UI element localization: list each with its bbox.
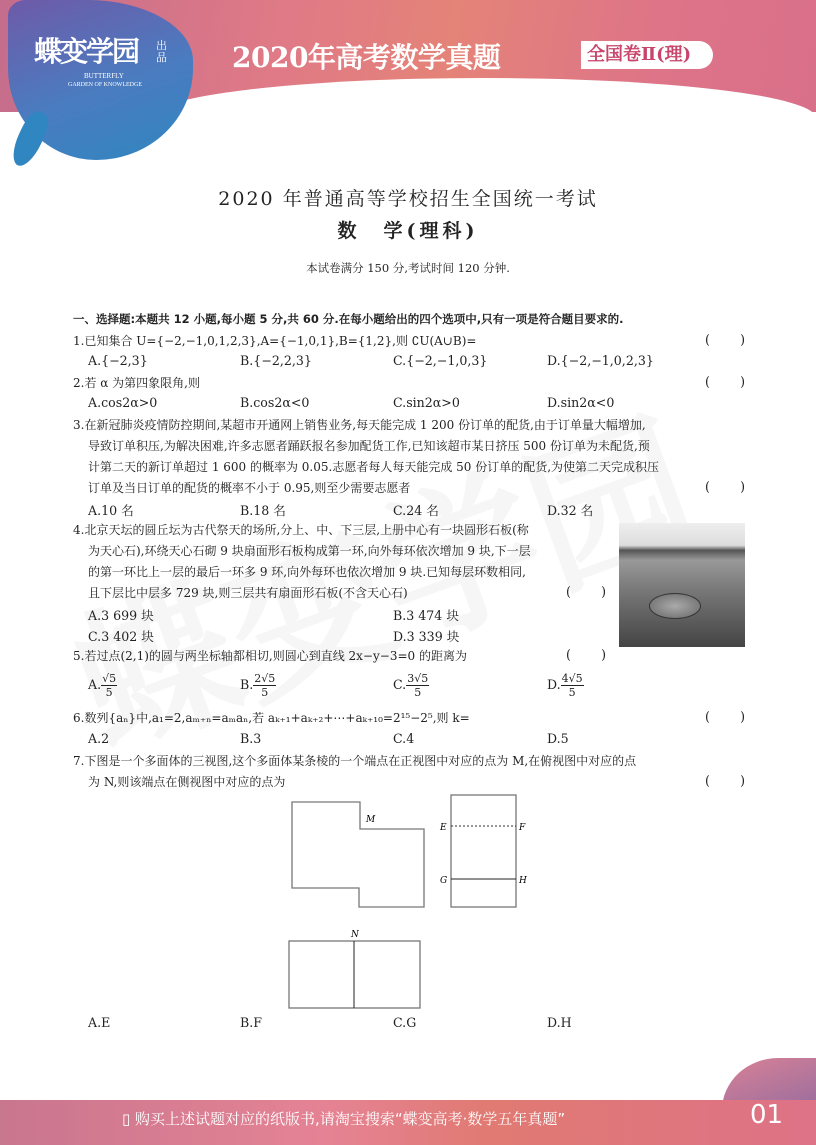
option: A.3 699 块 [88, 608, 154, 623]
label-e: E [440, 823, 447, 833]
option: A. $\frac{√5}{5}$ [88, 672, 117, 699]
section-heading: 一、选择题:本题共 12 小题,每小题 5 分,共 60 分.在每小题给出的四个选项中,只有一项是符合题目要求的. [73, 312, 624, 326]
question-3-line: 计第二天的新订单超过 1 600 的概率为 0.05.志愿者每人每天能完成 50 份订单的配货,为使第二天完成积压 [88, 460, 660, 474]
exam-subject: 数 学(理科) [337, 220, 479, 242]
option: B.cos2α<0 [240, 395, 310, 410]
question-4: 4.北京天坛的圆丘坛为古代祭天的场所,分上、中、下三层,上册中心有一块圆形石板(称 [73, 523, 529, 537]
label-h: H [519, 876, 527, 886]
option: A.2 [88, 731, 110, 746]
logo: 蝶变学园 [34, 35, 139, 68]
logo-sub: 出品 [156, 39, 167, 64]
option: C.sin2α>0 [393, 395, 460, 410]
label-f: F [519, 823, 526, 833]
question-4-line: 的第一环比上一层的最后一环多 9 环,向外每环也依次增加 9 块.已知每层环数相同, [88, 565, 526, 579]
question-3-line: 订单及当日订单的配货的概率不小于 0.95,则至少需要志愿者 [88, 481, 411, 495]
option: C.24 名 [393, 503, 439, 518]
question-4-line: 且下层比中层多 729 块,则三层共有扇面形石板(不含天心石) [88, 586, 408, 600]
option: B.18 名 [240, 503, 286, 518]
option: D.sin2α<0 [547, 395, 615, 410]
answer-paren: ( ) [705, 374, 745, 389]
option: C.4 [393, 731, 415, 746]
question-1: 1.已知集合 U={−2,−1,0,1,2,3},A={−1,0,1},B={1,2},则 ∁U(A∪B)= [73, 334, 477, 348]
option: B.3 [240, 731, 262, 746]
option: D. $\frac{4√5}{5}$ [547, 672, 583, 699]
exam-title: 2020 年普通高等学校招生全国统一考试 [218, 188, 598, 210]
option: D.32 名 [547, 503, 594, 518]
header-badge: 全国卷Ⅱ(理) [581, 41, 713, 69]
question-4-line: 为天心石),环绕天心石砌 9 块扇面形石板构成第一环,向外每环依次增加 9 块,下一层 [88, 544, 531, 558]
option: A.cos2α>0 [88, 395, 158, 410]
logo-english-2: GARDEN OF KNOWLEDGE [68, 82, 142, 88]
answer-paren: ( ) [705, 332, 745, 347]
option: C.{−2,−1,0,3} [393, 353, 488, 368]
page-number: 01 [750, 1100, 784, 1130]
option: B.F [240, 1015, 262, 1030]
answer-paren: ( ) [705, 479, 745, 494]
header-title: 2020年高考数学真题 [232, 41, 501, 74]
option: D.H [547, 1015, 572, 1030]
answer-paren: ( ) [705, 773, 745, 788]
question-7-line: 为 N,则该端点在侧视图中对应的点为 [88, 775, 286, 789]
option: A.E [88, 1015, 111, 1030]
option: C.3 402 块 [88, 629, 154, 644]
option: D.3 339 块 [393, 629, 460, 644]
footer-promo [122, 1108, 565, 1129]
question-2: 2.若 α 为第四象限角,则 [73, 376, 200, 390]
answer-paren: ( ) [566, 647, 606, 662]
answer-paren: ( ) [705, 709, 745, 724]
question-5: 5.若过点(2,1)的圆与两坐标轴都相切,则圆心到直线 2x−y−3=0 的距离为 [73, 649, 467, 663]
answer-paren: ( ) [566, 584, 606, 599]
question-3: 3.在新冠肺炎疫情防控期间,某超市开通网上销售业务,每天能完成 1 200 份订单的配货,由于订单量大幅增加, [73, 418, 646, 432]
option: B.3 474 块 [393, 608, 459, 623]
question-7: 7.下图是一个多面体的三视图,这个多面体某条棱的一个端点在正视图中对应的点为 M,在俯视图中对应的点 [73, 754, 637, 768]
option: D.{−2,−1,0,2,3} [547, 353, 654, 368]
front-view [292, 802, 424, 907]
label-g: G [440, 876, 448, 886]
question-3-line: 导致订单积压,为解决困难,许多志愿者踊跃报名参加配货工作,已知该超市某日挤压 500 份订单为未配货,预 [88, 439, 650, 453]
footer-promo-text: 购买上述试题对应的纸版书,请淘宝搜索“蝶变高考·数学五年真题” [135, 1110, 566, 1128]
option: A.{−2,3} [88, 353, 148, 368]
option: C. $\frac{3√5}{5}$ [393, 672, 429, 699]
option: B.{−2,2,3} [240, 353, 312, 368]
logo-english: BUTTERFLY [84, 72, 124, 80]
exam-note: 本试卷满分 150 分,考试时间 120 分钟. [306, 261, 510, 275]
option: A.10 名 [88, 503, 134, 518]
label-m: M [366, 815, 376, 825]
question-6: 6.数列{aₙ}中,a₁=2,aₘ₊ₙ=aₘaₙ,若 aₖ₊₁+aₖ₊₂+⋯+aₖ₊₁₀=2¹⁵−2⁵,则 k= [73, 711, 470, 725]
option: D.5 [547, 731, 569, 746]
side-view [451, 795, 516, 907]
label-n: N [351, 930, 359, 940]
option: C.G [393, 1015, 417, 1030]
option: B. $\frac{2√5}{5}$ [240, 672, 276, 699]
phone-icon: ▯ [122, 1110, 131, 1128]
